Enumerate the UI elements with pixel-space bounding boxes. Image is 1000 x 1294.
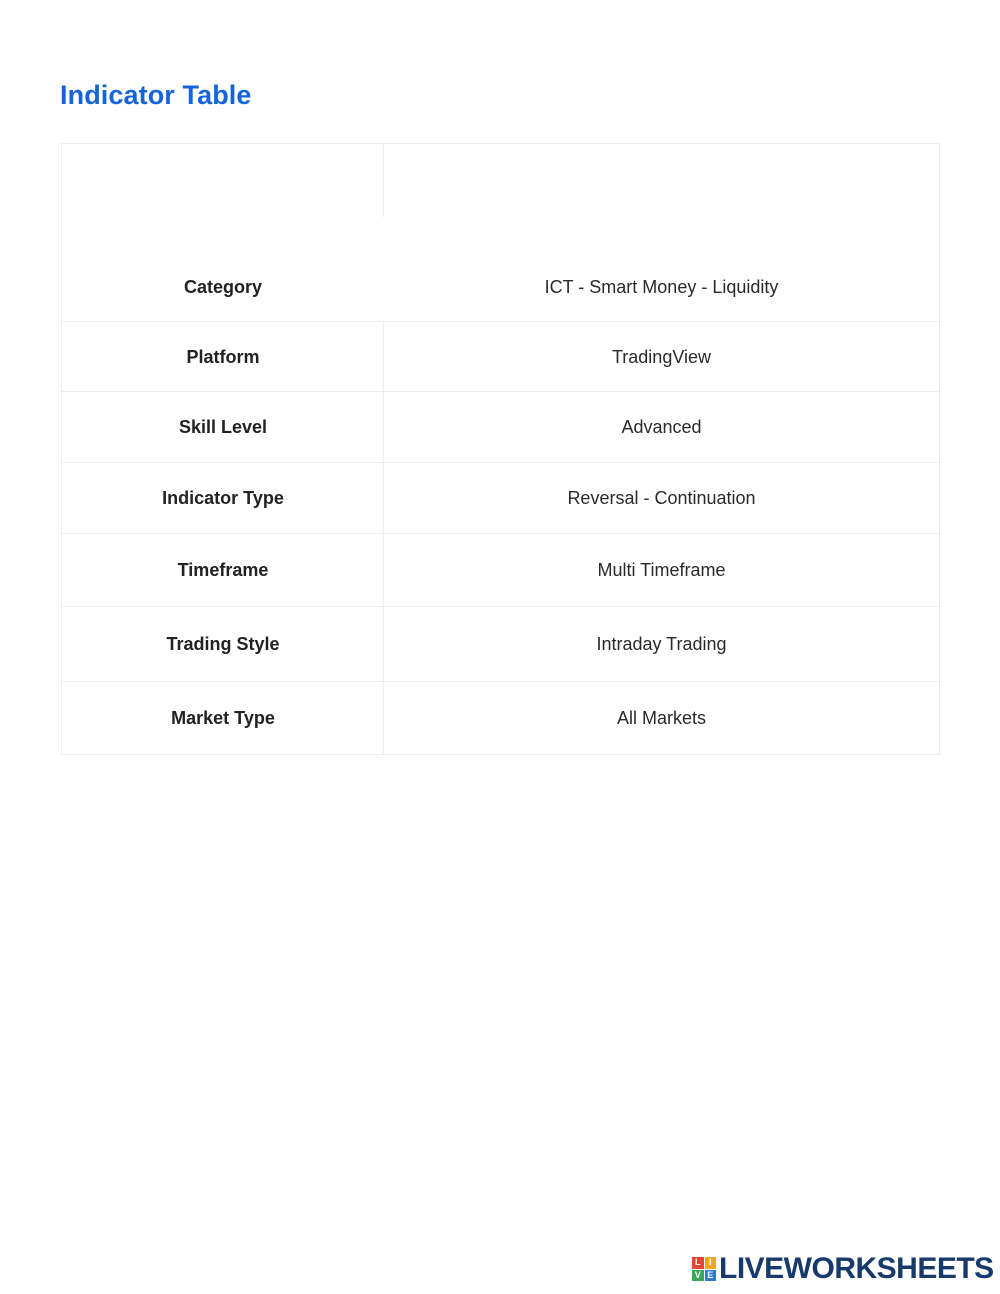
row-value: All Markets [616,708,706,728]
row-key: Market Type [171,708,275,728]
table-row-skill-level [62,391,939,463]
row-value: TradingView [611,346,712,367]
row-key: Skill Level [178,417,268,437]
indicator-table [61,143,940,755]
row-value: Intraday Trading [596,634,727,654]
row-value: Reversal - Continuation [567,488,756,508]
table-row-platform [62,321,939,392]
row-value: Multi Timeframe [597,560,726,580]
logo-letter: E [705,1270,717,1282]
table-row-indicator-type [62,462,939,534]
logo-mark-icon [692,1257,716,1281]
logo-letter: I [705,1257,717,1269]
table-row-timeframe [62,533,939,607]
table-row-trading-style [62,606,939,682]
table-row-market-type [62,681,939,755]
logo-letter: L [692,1257,704,1269]
liveworksheets-logo [692,1254,994,1284]
logo-letter: V [692,1270,704,1282]
table-blank-header [62,144,939,217]
row-key: Indicator Type [162,488,284,508]
row-key: Timeframe [177,560,269,580]
row-value: Advanced [621,417,702,437]
row-value: ICT - Smart Money - Liquidity [544,276,779,297]
page-title: Indicator Table [60,80,252,110]
table-row-category [62,217,939,321]
row-key: Platform [186,346,260,367]
row-key: Trading Style [166,634,280,654]
row-key: Category [183,276,263,297]
logo-text: LIVEWORKSHEETS [719,1252,994,1285]
